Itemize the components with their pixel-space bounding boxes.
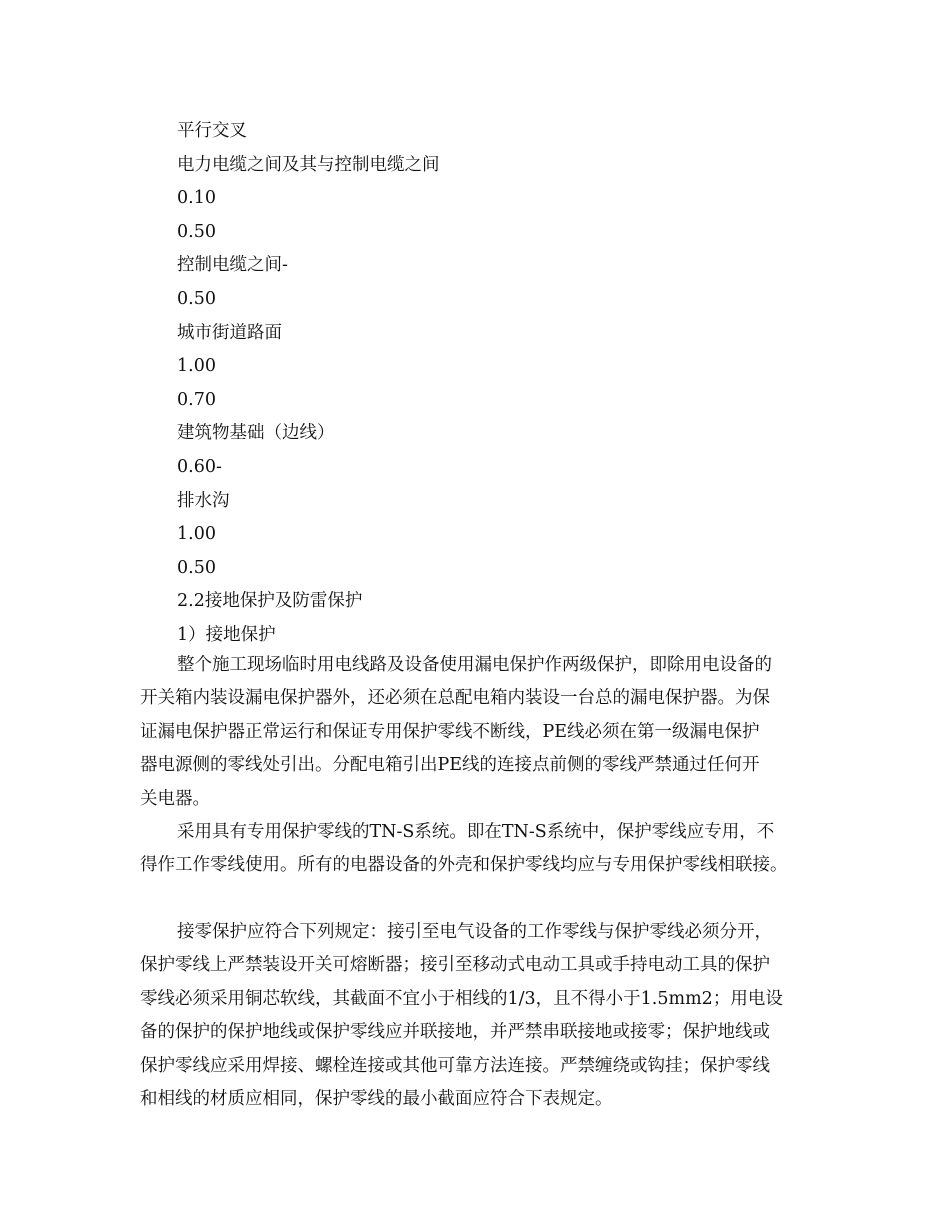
- paragraph-line: 保护零线应采用焊接、螺栓连接或其他可靠方法连接。严禁缠绕或钩挂；保护零线: [140, 1055, 770, 1076]
- table-line: 建筑物基础（边线）: [177, 423, 335, 444]
- paragraph-line: 开关箱内装设漏电保护器外，还必须在总配电箱内装设一台总的漏电保护器。为保: [140, 688, 770, 709]
- body-paragraph: [140, 649, 820, 816]
- paragraph-line: 器电源侧的零线处引出。分配电箱引出PE线的连接点前侧的零线严禁通过任何开: [140, 755, 760, 776]
- table-line: 0.50: [177, 221, 216, 242]
- paragraph-line: 整个施工现场临时用电线路及设备使用漏电保护作两级保护，即除用电设备的: [177, 655, 772, 675]
- table-line: 平行交叉: [177, 121, 247, 141]
- table-line: 控制电缆之间-: [177, 255, 288, 276]
- paragraph-line: 备的保护的保护地线或保护零线应并联接地，并严禁串联接地或接零；保护地线或: [140, 1022, 770, 1043]
- table-line: 1.00: [177, 356, 216, 377]
- paragraph-line: 零线必须采用铜芯软线，其截面不宜小于相线的1/3，且不得小于1.5mm2；用电设: [140, 988, 783, 1009]
- table-line: 电力电缆之间及其与控制电缆之间: [177, 154, 440, 175]
- table-line: 0.10: [177, 188, 216, 209]
- section-heading: 2.2接地保护及防雷保护: [177, 591, 363, 612]
- paragraph-line: 证漏电保护器正常运行和保证专用保护零线不断线，PE线必须在第一级漏电保护: [140, 721, 760, 742]
- table-line: 0.50: [177, 288, 216, 309]
- body-paragraph: [140, 916, 820, 1116]
- section-subheading: 1）接地保护: [177, 624, 276, 645]
- body-paragraph: [140, 816, 820, 883]
- paragraph-line: 得作工作零线使用。所有的电器设备的外壳和保护零线均应与专用保护零线相联接。: [140, 855, 788, 876]
- table-line: 0.50: [177, 557, 216, 578]
- paragraph-line: 关电器。: [140, 788, 210, 809]
- table-line: 0.70: [177, 389, 216, 410]
- table-line: 0.60-: [177, 456, 222, 477]
- table-line: 排水沟: [177, 490, 230, 511]
- paragraph-line: 接零保护应符合下列规定：接引至电气设备的工作零线与保护零线必须分开，: [177, 922, 772, 942]
- paragraph-line: 和相线的材质应相同，保护零线的最小截面应符合下表规定。: [140, 1088, 613, 1109]
- table-line: 城市街道路面: [177, 322, 282, 343]
- paragraph-line: 保护零线上严禁装设开关可熔断器；接引至移动式电动工具或手持电动工具的保护: [140, 955, 770, 976]
- table-line: 1.00: [177, 524, 216, 545]
- paragraph-line: 采用具有专用保护零线的TN-S系统。即在TN-S系统中，保护零线应专用，不: [177, 822, 775, 842]
- table-value-list: [177, 115, 877, 653]
